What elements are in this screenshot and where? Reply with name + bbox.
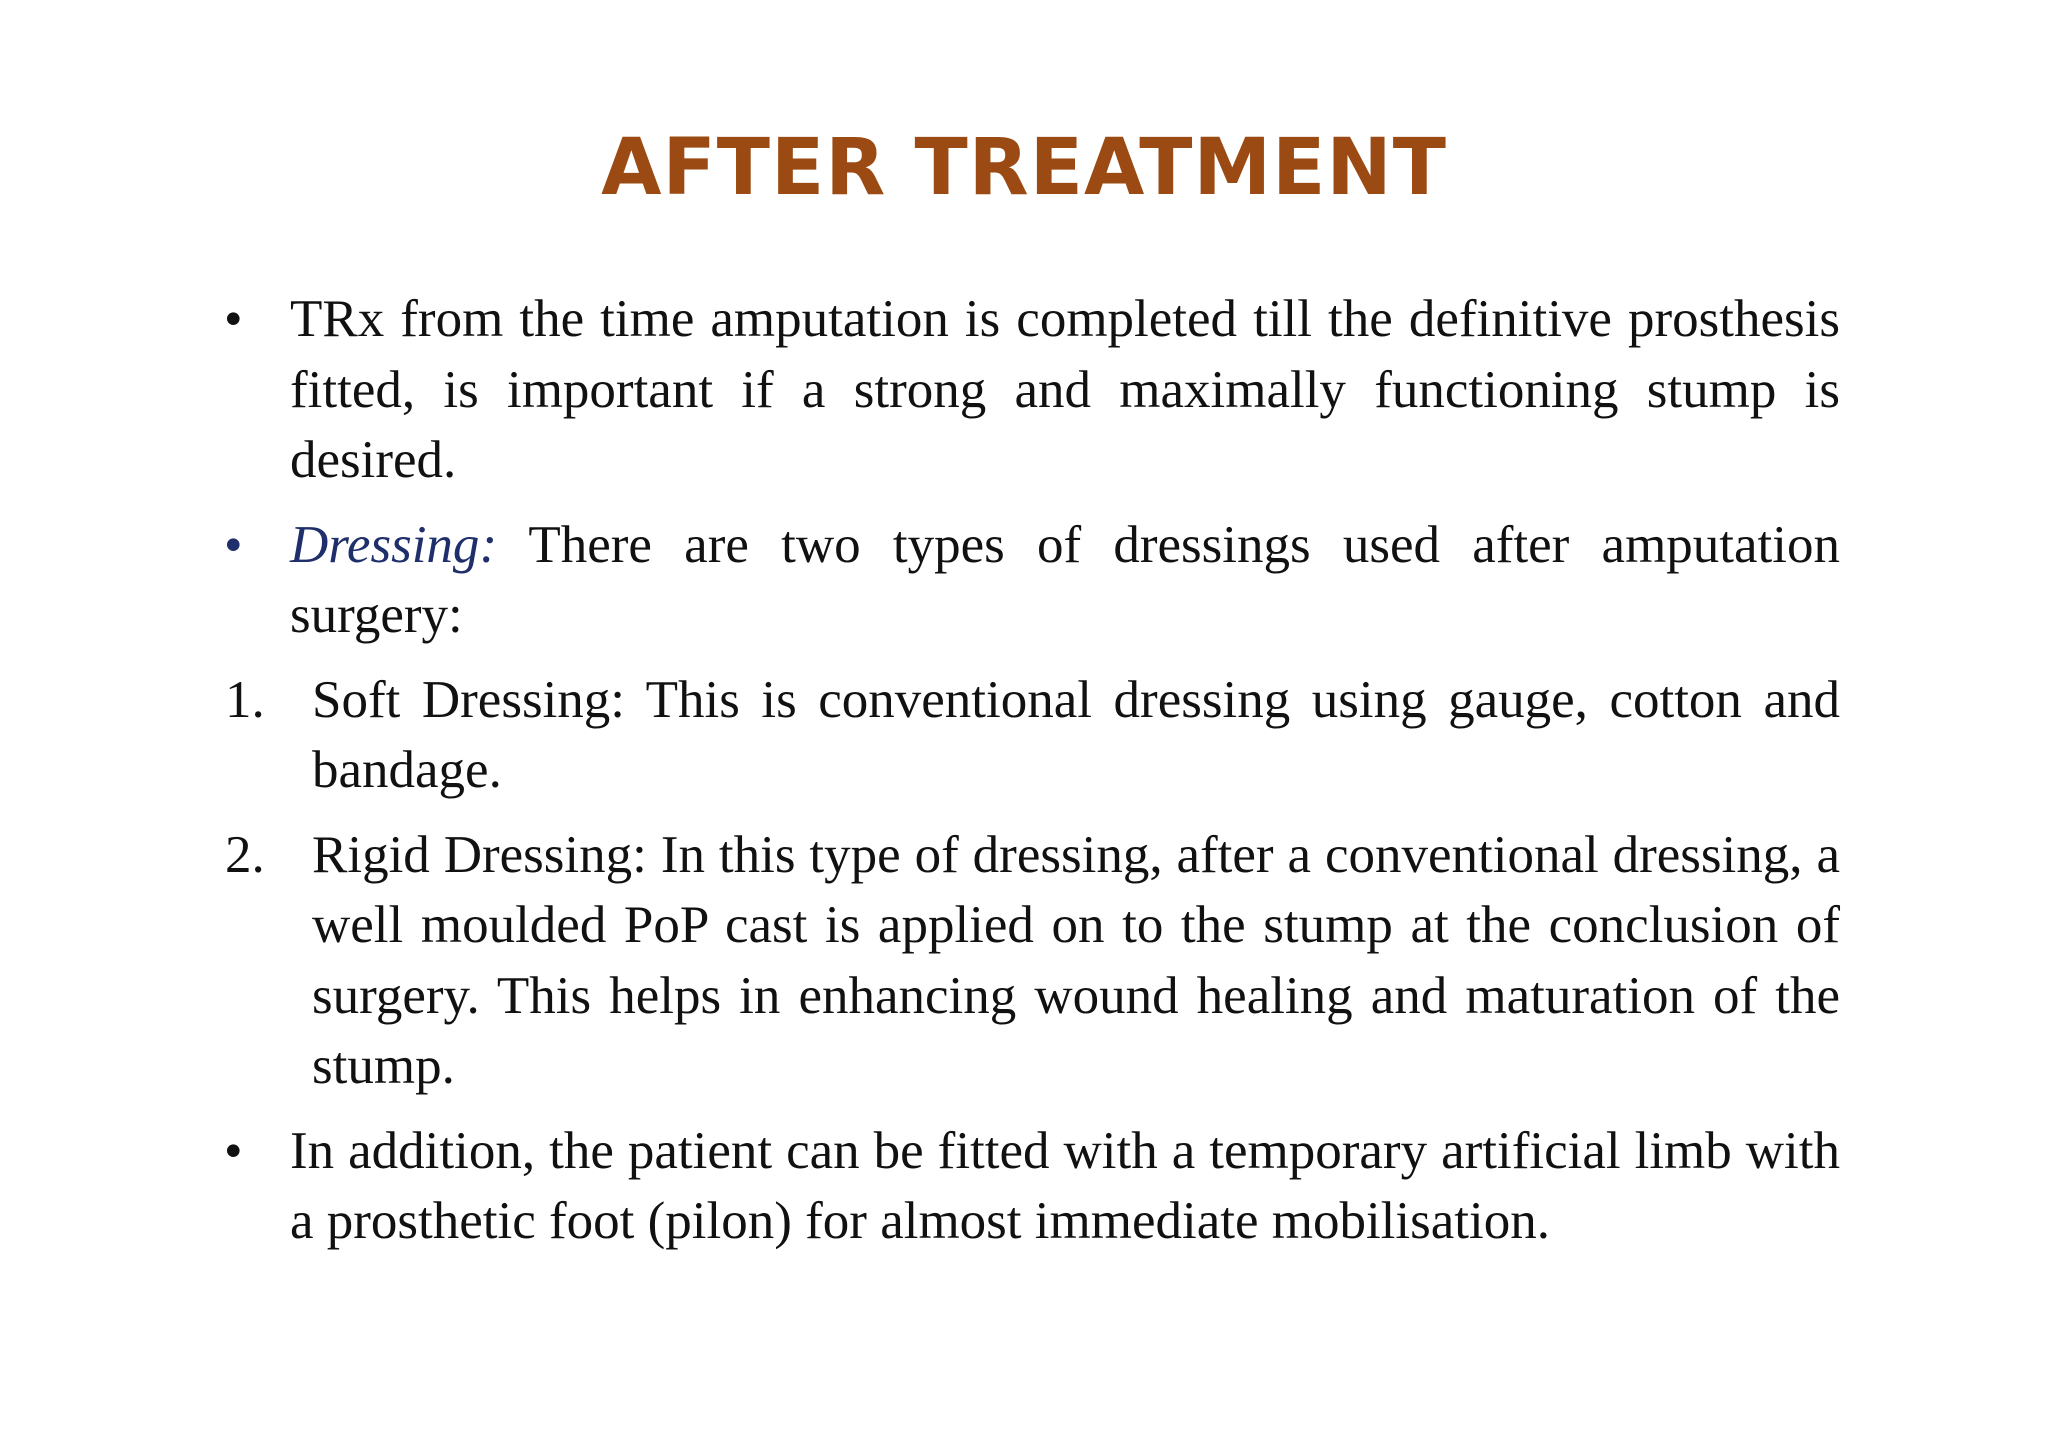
- bullet-text: In addition, the patient can be fitted with a temporary artificial limb with a prosthetic foot (pilon) for almost immediate mobilisation.: [290, 1121, 1840, 1250]
- numbered-text: Rigid Dressing: In this type of dressing, after a conventional dressing, a well moulded PoP cast is applied on to the stump at the conclusion of surgery. This helps in enhancing wound healing and maturation of the stump.: [312, 825, 1840, 1095]
- number-marker: 2.: [225, 825, 265, 884]
- bullet-item-treatment: [220, 284, 1840, 496]
- number-marker: 1.: [225, 670, 265, 729]
- bullet-marker: •: [224, 515, 243, 574]
- bullet-item-dressing: [220, 510, 1840, 651]
- bullet-text: There are two types of dressings used after amputation surgery:: [290, 515, 1840, 644]
- bullet-item-temporary-limb: [220, 1116, 1840, 1257]
- bullet-text: TRx from the time amputation is completed till the definitive prosthesis fitted, is important if a strong and maximally functioning stump is desired.: [290, 290, 1840, 489]
- numbered-item-rigid-dressing: [220, 820, 1840, 1102]
- slide-content: [220, 284, 1840, 1257]
- numbered-item-soft-dressing: [220, 665, 1840, 806]
- dressing-term: Dressing: [290, 515, 480, 574]
- dressing-term-colon: :: [479, 515, 498, 574]
- bullet-marker: •: [224, 290, 243, 348]
- slide-title: AFTER TREATMENT: [601, 123, 1447, 213]
- bullet-marker: •: [224, 1121, 243, 1180]
- numbered-text: Soft Dressing: This is conventional dressing using gauge, cotton and bandage.: [312, 670, 1840, 799]
